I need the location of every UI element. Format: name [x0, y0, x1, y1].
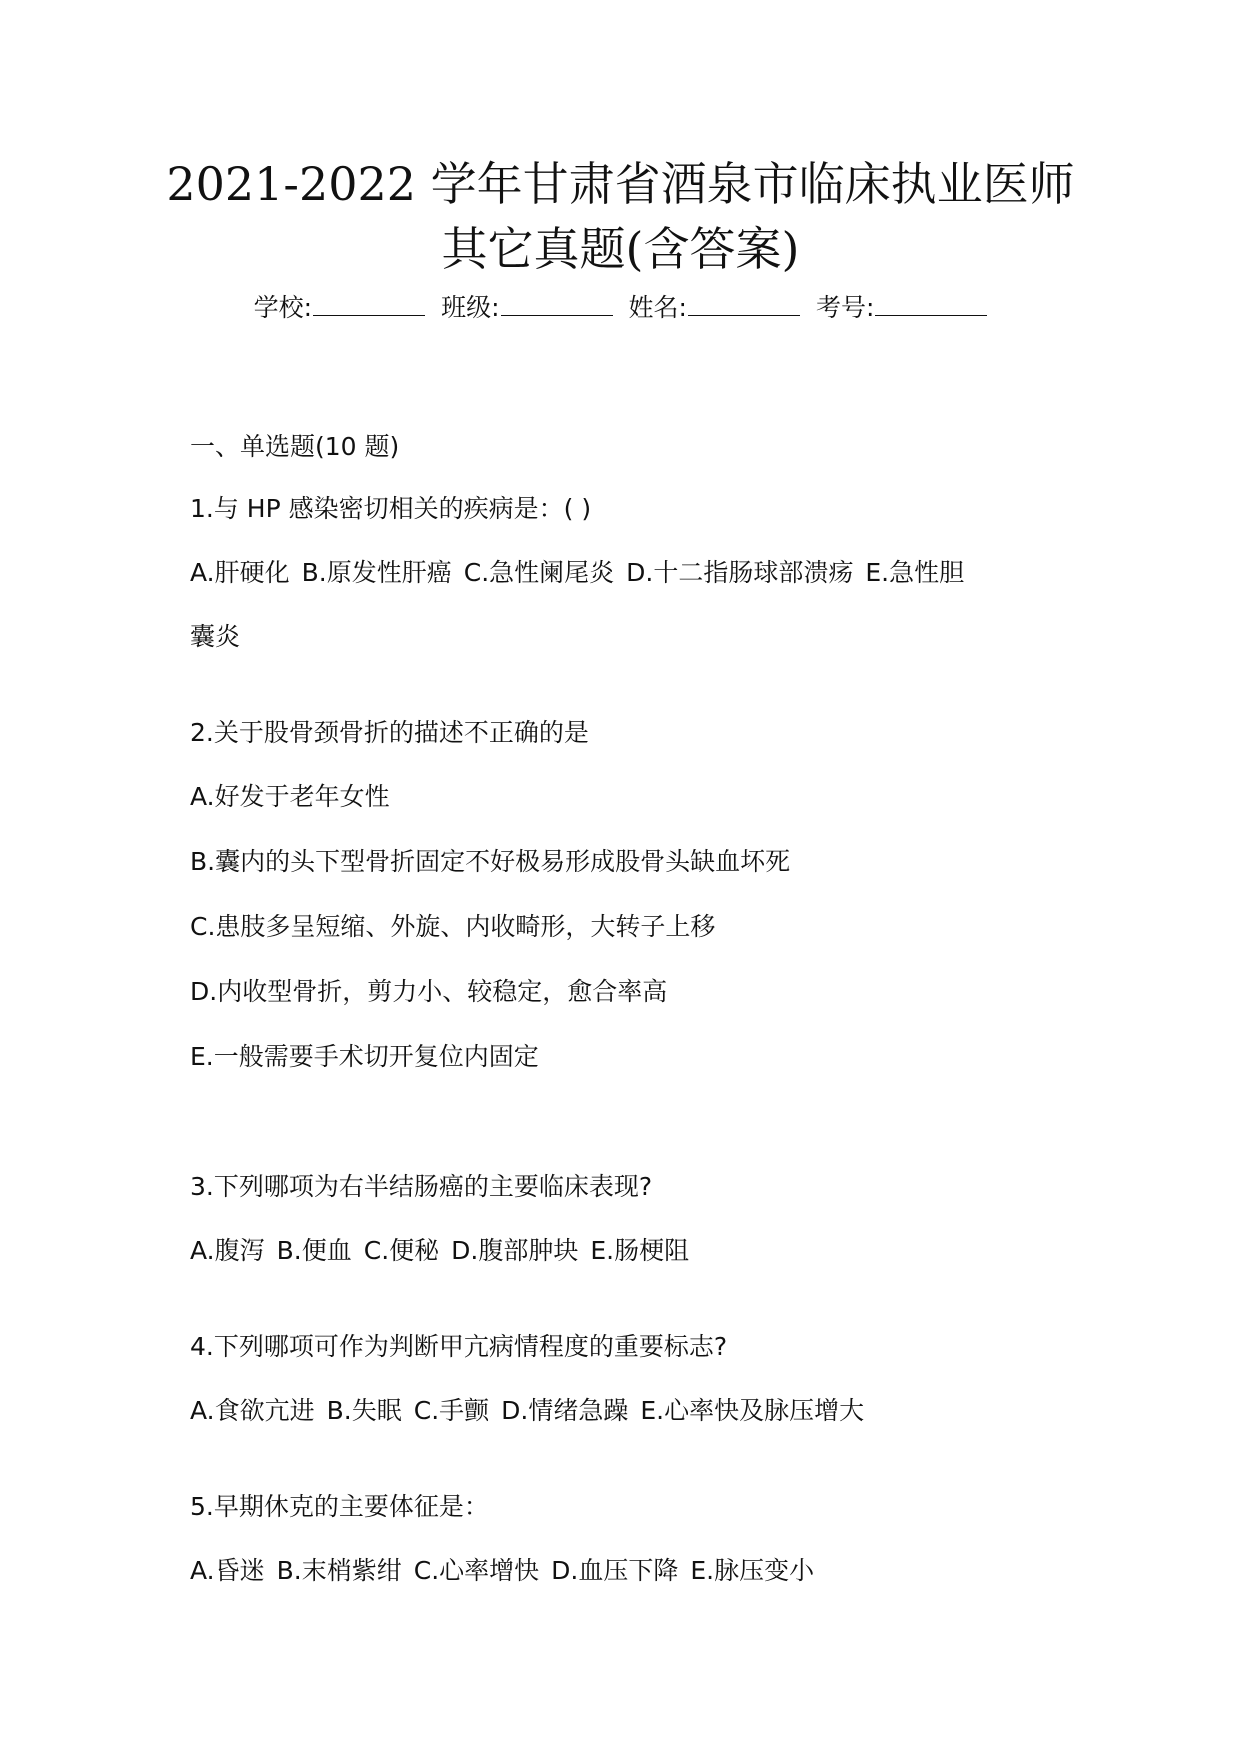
q4-option-e: E.心率快及脉压增大 — [640, 1396, 865, 1425]
question-4-options — [190, 1394, 864, 1428]
question-3-stem: 3.下列哪项为右半结肠癌的主要临床表现? — [190, 1172, 653, 1201]
q4-option-b: B.失眠 — [326, 1396, 402, 1425]
exam-number-label: 考号: — [815, 293, 875, 322]
q1-option-a: A.肝硬化 — [190, 558, 290, 587]
q5-option-a: A.昏迷 — [190, 1556, 265, 1585]
school-label: 学校: — [253, 293, 313, 322]
q2-option-e: E.一般需要手术切开复位内固定 — [190, 1042, 539, 1071]
question-1-options-continued: 囊炎 — [190, 622, 241, 651]
q4-option-c: C.手颤 — [413, 1396, 490, 1425]
class-blank — [501, 314, 613, 316]
document-title-line-1: 2021-2022 学年甘肃省酒泉市临床执业医师 — [166, 157, 1075, 211]
q1-option-d: D.十二指肠球部溃疡 — [626, 558, 854, 587]
q5-option-c: C.心率增快 — [413, 1556, 540, 1585]
q3-option-b: B.便血 — [276, 1236, 352, 1265]
q5-option-e: E.脉压变小 — [690, 1556, 815, 1585]
exam-number-field — [816, 293, 987, 322]
question-1-stem: 1.与 HP 感染密切相关的疾病是：( ) — [190, 494, 592, 523]
q3-option-a: A.腹泻 — [190, 1236, 265, 1265]
q3-option-e: E.肠梗阻 — [590, 1236, 690, 1265]
q2-option-d: D.内收型骨折，剪力小、较稳定，愈合率高 — [190, 977, 668, 1006]
question-5-options — [190, 1554, 814, 1588]
question-2-stem: 2.关于股骨颈骨折的描述不正确的是 — [190, 718, 589, 747]
student-info-line — [0, 291, 1241, 325]
q1-option-b: B.原发性肝癌 — [301, 558, 452, 587]
q2-option-b: B.囊内的头下型骨折固定不好极易形成股骨头缺血坏死 — [190, 847, 791, 876]
class-label: 班级: — [441, 293, 500, 322]
question-5-stem: 5.早期休克的主要体征是： — [190, 1492, 489, 1521]
q4-option-d: D.情绪急躁 — [501, 1396, 629, 1425]
section-heading: 一、单选题(10 题) — [190, 432, 400, 461]
q1-option-c: C.急性阑尾炎 — [463, 558, 615, 587]
school-blank — [313, 314, 425, 316]
name-label: 姓名: — [628, 293, 687, 322]
name-blank — [688, 314, 800, 316]
document-title-line-2: 其它真题(含答案) — [441, 222, 800, 276]
class-field — [441, 293, 612, 322]
question-1-options — [190, 556, 964, 590]
name-field — [629, 293, 800, 322]
school-field — [254, 293, 425, 322]
exam-number-blank — [875, 314, 987, 316]
q4-option-a: A.食欲亢进 — [190, 1396, 315, 1425]
q3-option-c: C.便秘 — [363, 1236, 440, 1265]
q5-option-d: D.血压下降 — [551, 1556, 679, 1585]
q2-option-a: A.好发于老年女性 — [190, 782, 390, 811]
q3-option-d: D.腹部肿块 — [451, 1236, 579, 1265]
q2-option-c: C.患肢多呈短缩、外旋、内收畸形，大转子上移 — [190, 912, 716, 941]
q5-option-b: B.末梢紫绀 — [276, 1556, 402, 1585]
question-4-stem: 4.下列哪项可作为判断甲亢病情程度的重要标志? — [190, 1332, 728, 1361]
q1-option-e: E.急性胆 — [865, 558, 965, 587]
question-3-options — [190, 1234, 689, 1268]
